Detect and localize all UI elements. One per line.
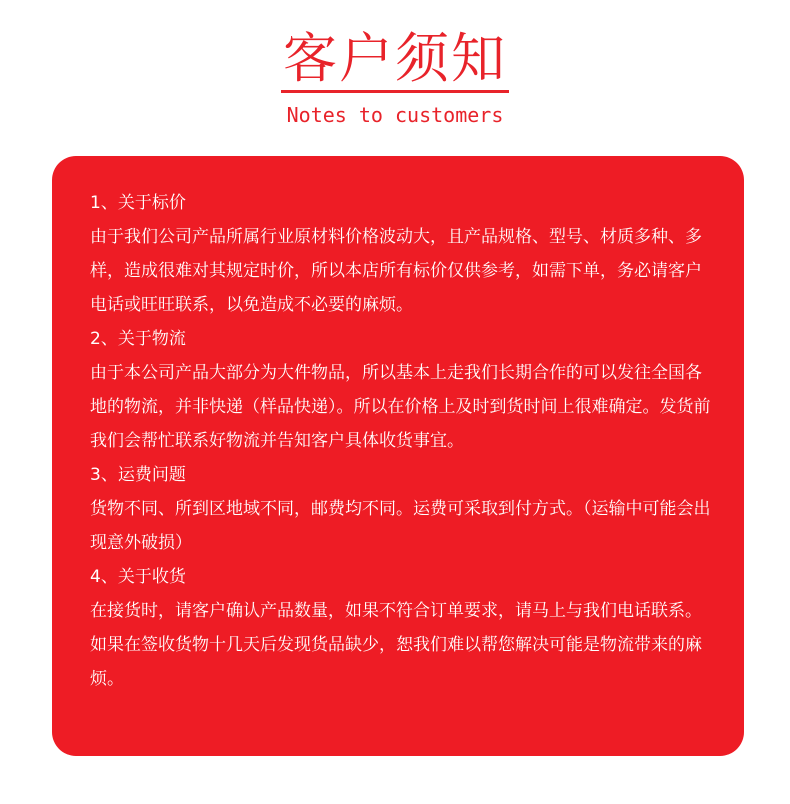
notice-section-receiving [90,560,714,696]
notice-card [52,156,744,756]
page-title [0,26,790,92]
section-heading: 1、关于标价 [90,193,186,213]
notice-section-pricing [90,186,714,322]
notice-content [90,186,714,696]
section-body: 由于我们公司产品所属行业原材料价格波动大，且产品规格、型号、材质多种、多样，造成很难对其规定时价，所以本店所有标价仅供参考，如需下单，务必请客户电话或旺旺联系，以免造成不必要的麻烦。 [90,227,702,315]
section-heading: 4、关于收货 [90,567,186,587]
section-heading: 3、运费问题 [90,465,186,485]
section-body: 货物不同、所到区地域不同，邮费均不同。运费可采取到付方式。（运输中可能会出现意外破损） [90,499,711,553]
notice-section-shipping-fee [90,458,714,560]
section-body: 在接货时，请客户确认产品数量，如果不符合订单要求，请马上与我们电话联系。如果在签收货物十几天后发现货品缺少，恕我们难以帮您解决可能是物流带来的麻烦。 [90,601,702,689]
page-subtitle: Notes to customers [286,103,504,127]
section-body: 由于本公司产品大部分为大件物品，所以基本上走我们长期合作的可以发往全国各地的物流，并非快递（样品快递）。所以在价格上及时到货时间上很难确定。发货前我们会帮忙联系好物流并告知客户具体收货事宜。 [90,363,711,451]
page-title-text: 客户须知 [281,27,509,93]
section-heading: 2、关于物流 [90,329,186,349]
notice-section-logistics [90,322,714,458]
